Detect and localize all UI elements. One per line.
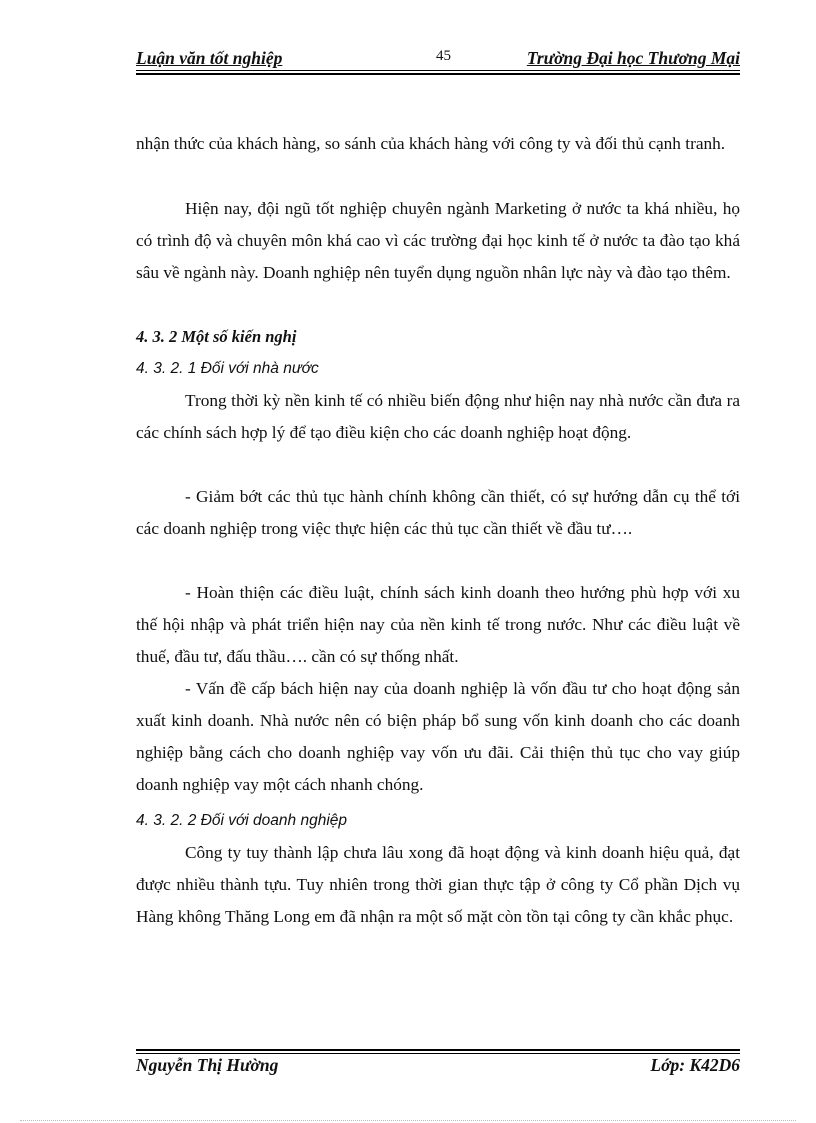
footer-author: Nguyễn Thị Hường [136, 1055, 279, 1075]
page-edge-divider [20, 1120, 796, 1121]
page-number: 45 [436, 48, 451, 64]
footer-class: Lớp: K42D6 [650, 1055, 740, 1075]
paragraph-2: Hiện nay, đội ngũ tốt nghiệp chuyên ngành Marketing ở nước ta khá nhiều, họ có trình độ và chuyên môn khá cao vì các trường đại học kinh tế ở nước ta đào tạo khá sâu về ngành này. Doanh nghiệp nên tuyển dụng nguồn nhân lực này và đào tạo thêm. [136, 199, 740, 282]
heading-4-3-2-1: 4. 3. 2. 1 Đối với nhà nước [136, 360, 319, 377]
paragraph-7: Công ty tuy thành lập chưa lâu xong đã hoạt động và kinh doanh hiệu quả, đạt được nhiều thành tựu. Tuy nhiên trong thời gian thực tập ở công ty Cổ phần Dịch vụ Hàng không Thăng Long em đã nhận ra một số mặt còn tồn tại công ty cần khắc phục. [136, 843, 740, 926]
paragraph-6: - Vấn đề cấp bách hiện nay của doanh nghiệp là vốn đầu tư cho hoạt động sản xuất kinh doanh. Nhà nước nên có biện pháp bổ sung vốn kinh doanh cho các doanh nghiệp bằng cách cho doanh nghiệp vay vốn ưu đãi. Cải thiện thủ tục cho vay giúp doanh nghiệp vay một cách nhanh chóng. [136, 679, 740, 794]
heading-4-3-2: 4. 3. 2 Một số kiến nghị [136, 327, 297, 346]
paragraph-5: - Hoàn thiện các điều luật, chính sách kinh doanh theo hướng phù hợp với xu thế hội nhập và phát triển hiện nay của nền kinh tế trong nước. Như các điều luật về thuế, đầu tư, đấu thầu…. cần có sự thống nhất. [136, 583, 740, 666]
paragraph-4: - Giảm bớt các thủ tục hành chính không cần thiết, có sự hướng dẫn cụ thể tới các doanh nghiệp trong việc thực hiện các thủ tục cần thiết về đầu tư…. [136, 487, 740, 538]
header-thesis-title: Luận văn tốt nghiệp [136, 48, 283, 68]
heading-4-3-2-2: 4. 3. 2. 2 Đối với doanh nghiệp [136, 812, 348, 829]
footer-rule-thick [136, 1049, 740, 1051]
header-rule-thin [136, 70, 740, 71]
header-university: Trường Đại học Thương Mại [526, 48, 740, 68]
paragraph-1: nhận thức của khách hàng, so sánh của khách hàng với công ty và đối thủ cạnh tranh. [136, 134, 726, 153]
page-footer [136, 1053, 740, 1079]
paragraph-3: Trong thời kỳ nền kinh tế có nhiều biến động như hiện nay nhà nước cần đưa ra các chính sách hợp lý để tạo điều kiện cho các doanh nghiệp hoạt động. [136, 391, 740, 442]
header-rule-thick [136, 73, 740, 75]
